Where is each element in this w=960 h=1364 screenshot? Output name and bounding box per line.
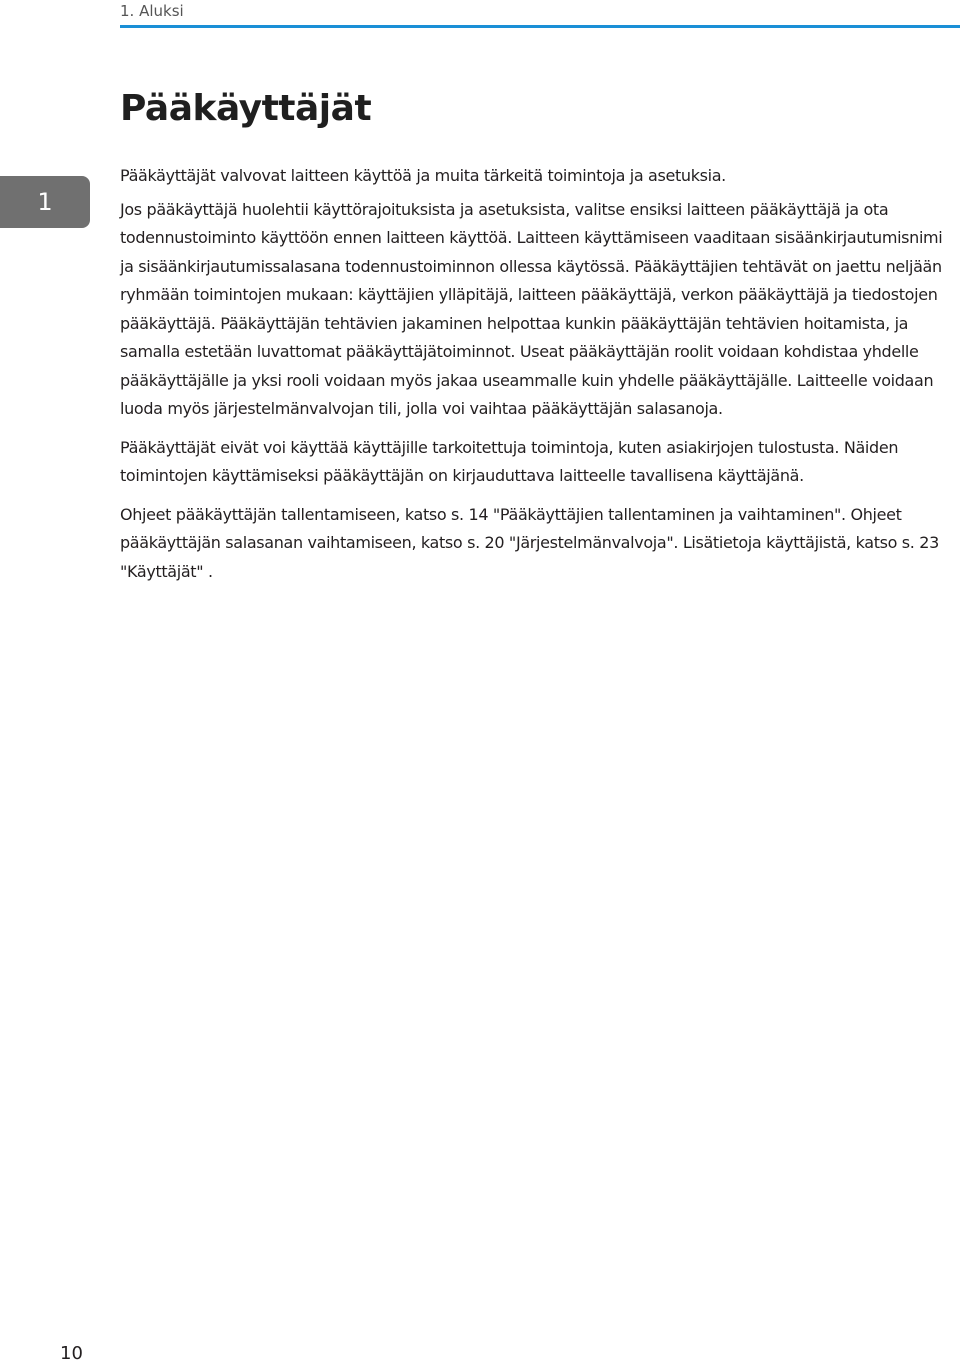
paragraph-references: Ohjeet pääkäyttäjän tallentamiseen, katso s. 14 "Pääkäyttäjien tallentaminen ja vaihtaminen". Ohjeet pääkäyttäjän salasanan vaihtamiseen, katso s. 20 "Järjestelmänvalvoja". Lisätietoja käyttäjistä, katso s. 23 "Käyttäjät" . [120,504,939,581]
running-header: 1. Aluksi [120,2,184,20]
body-content [120,162,950,596]
header-rule [120,25,960,28]
chapter-tab-number: 1 [37,188,53,216]
paragraph-roles: Jos pääkäyttäjä huolehtii käyttörajoituksista ja asetuksista, valitse ensiksi laitteen pääkäyttäjä ja ota todennustoiminto käyttöön ennen laitteen käyttöä. Laitteen käyttämiseen vaaditaan sisäänkirjautumisnimi ja sisäänkirjautumissalasana todennustoiminnon ollessa käytössä. Pääkäyttäjien tehtävät on jaettu neljään ryhmään toimintojen mukaan: käyttäjien ylläpitäjä, laitteen pääkäyttäjä, verkon pääkäyttäjä ja tiedostojen pääkäyttäjä. Pääkäyttäjän tehtävien jakaminen helpottaa kunkin pääkäyttäjän tehtävien hoitamista, ja samalla estetään luvattomat pääkäyttäjätoiminnot. Useat pääkäyttäjän roolit voidaan kohdistaa yhdelle pääkäyttäjälle ja yksi rooli voidaan myös jakaa useammalle kuin yhdelle pääkäyttäjälle. Laitteelle voidaan luoda myös järjestelmänvalvojan tili, jolla voi vaihtaa pääkäyttäjän salasanoja. [120,199,943,418]
paragraph-intro: Pääkäyttäjät valvovat laitteen käyttöä ja muita tärkeitä toimintoja ja asetuksia. [120,166,726,185]
page-number: 10 [60,1343,83,1364]
page-title: Pääkäyttäjät [120,88,372,129]
paragraph-limitations: Pääkäyttäjät eivät voi käyttää käyttäjille tarkoitettuja toimintoja, kuten asiakirjojen tulostusta. Näiden toimintojen käyttämiseksi pääkäyttäjän on kirjauduttava laitteelle tavallisena käyttäjänä. [120,437,899,485]
chapter-tab [0,176,90,228]
